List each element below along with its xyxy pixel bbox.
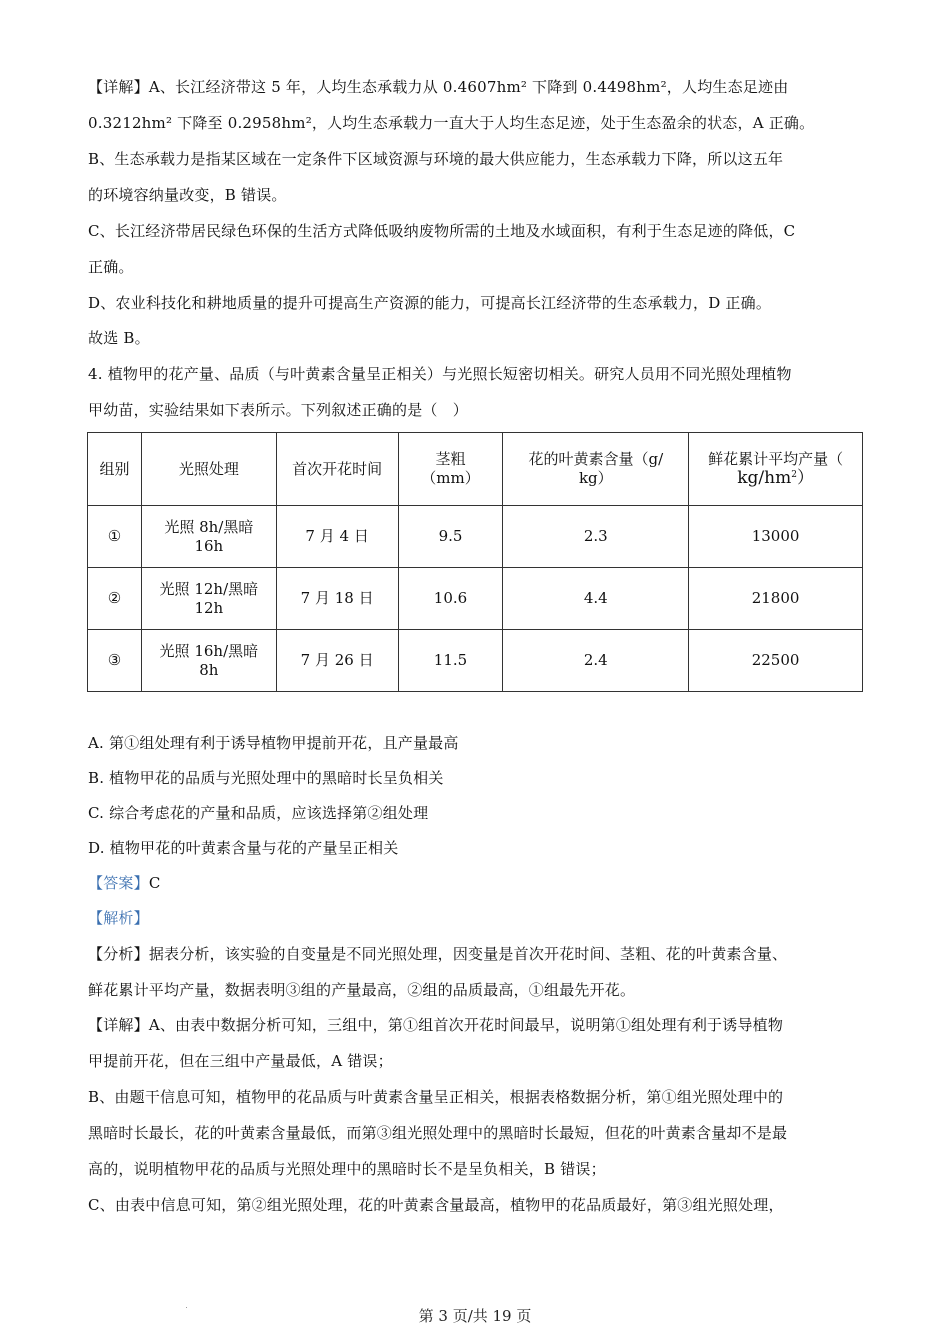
prev-detail-line-8: 故选 B。 <box>88 329 150 347</box>
detail-line-1: 【详解】A、由表中数据分析可知，三组中，第①组首次开花时间最早，说明第①组处理有利于诱导植物 <box>88 1016 784 1034</box>
page-footer: 第 3 页/共 19 页 <box>418 1307 532 1325</box>
answer-line <box>88 873 161 893</box>
table-row <box>88 506 863 568</box>
cell-group: ③ <box>88 630 142 692</box>
option-c: C. 综合考虑花的产量和品质，应该选择第②组处理 <box>88 804 429 822</box>
prev-detail-line-1: 【详解】A、长江经济带这 5 年，人均生态承载力从 0.4607hm² 下降到 0.4498hm²，人均生态足迹由 <box>88 78 789 96</box>
header-group: 组别 <box>88 433 142 506</box>
option-a: A. 第①组处理有利于诱导植物甲提前开花，且产量最高 <box>88 734 459 752</box>
header-flower-yield: 鲜花累计平均产量（ $kg/hm^2$） <box>689 433 863 506</box>
cell-lutein: 2.4 <box>503 630 689 692</box>
analysis-tag: 【解析】 <box>88 909 149 927</box>
detail-tag: 【详解】 <box>88 78 149 96</box>
header-first-flowering: 首次开花时间 <box>276 433 398 506</box>
cell-yield: 22500 <box>689 630 863 692</box>
prev-detail-line-3: B、生态承载力是指某区域在一定条件下区域资源与环境的最大供应能力，生态承载力下降，所以这五年 <box>88 150 784 168</box>
results-table <box>87 432 863 692</box>
header-lutein-content: 花的叶黄素含量（g/ kg） <box>503 433 689 506</box>
cell-lutein: 2.3 <box>503 506 689 568</box>
cell-first-flower: 7 月 4 日 <box>276 506 398 568</box>
prev-detail-line-4: 的环境容纳量改变，B 错误。 <box>88 186 287 204</box>
cell-group: ① <box>88 506 142 568</box>
prev-detail-line-2: 0.3212hm² 下降至 0.2958hm²，人均生态承载力一直大于人均生态足迹，处于生态盈余的状态，A 正确。 <box>88 114 815 132</box>
cell-first-flower: 7 月 26 日 <box>276 630 398 692</box>
detail-line-2: 甲提前开花，但在三组中产量最低，A 错误； <box>88 1052 393 1070</box>
question-stem-line-2: 甲幼苗，实验结果如下表所示。下列叙述正确的是（ ） <box>88 401 469 419</box>
cell-lutein: 4.4 <box>503 568 689 630</box>
cell-light: 光照 16h/黑暗 8h <box>141 630 276 692</box>
answer-tag: 【答案】 <box>88 874 149 892</box>
cell-first-flower: 7 月 18 日 <box>276 568 398 630</box>
detail-tag: 【详解】 <box>88 1016 149 1034</box>
cell-stem: 10.6 <box>398 568 503 630</box>
cell-group: ② <box>88 568 142 630</box>
prev-detail-line-7: D、农业科技化和耕地质量的提升可提高生产资源的能力，可提高长江经济带的生态承载力，D 正确。 <box>88 294 772 312</box>
cell-yield: 21800 <box>689 568 863 630</box>
prev-detail-line-6: 正确。 <box>88 258 134 276</box>
header-stem-diameter: 茎粗 （mm） <box>398 433 503 506</box>
cell-stem: 11.5 <box>398 630 503 692</box>
cell-light: 光照 8h/黑暗 16h <box>141 506 276 568</box>
prev-detail-line-5: C、长江经济带居民绿色环保的生活方式降低吸纳废物所需的土地及水域面积，有利于生态足迹的降低，C <box>88 222 796 240</box>
analysis-line-2: 鲜花累计平均产量，数据表明③组的产量最高，②组的品质最高，①组最先开花。 <box>88 981 636 999</box>
header-light-treatment: 光照处理 <box>141 433 276 506</box>
answer-value: C <box>148 874 161 892</box>
cell-yield: 13000 <box>689 506 863 568</box>
table-row <box>88 568 863 630</box>
detail-line-6: C、由表中信息可知，第②组光照处理，花的叶黄素含量最高，植物甲的花品质最好，第③组光照处理， <box>88 1196 784 1214</box>
cell-light: 光照 12h/黑暗 12h <box>141 568 276 630</box>
analysis-sub-tag: 【分析】 <box>88 945 149 963</box>
cell-stem: 9.5 <box>398 506 503 568</box>
table-header-row <box>88 433 863 506</box>
table-row <box>88 630 863 692</box>
question-stem-line-1: 4. 植物甲的花产量、品质（与叶黄素含量呈正相关）与光照长短密切相关。研究人员用不同光照处理植物 <box>88 365 792 383</box>
option-b: B. 植物甲花的品质与光照处理中的黑暗时长呈负相关 <box>88 769 444 787</box>
detail-line-5: 高的，说明植物甲花的品质与光照处理中的黑暗时长不是呈负相关，B 错误； <box>88 1160 606 1178</box>
question-number: 4. <box>88 365 103 383</box>
detail-line-3: B、由题干信息可知，植物甲的花品质与叶黄素含量呈正相关，根据表格数据分析，第①组光照处理中的 <box>88 1088 784 1106</box>
detail-line-4: 黑暗时长最长，花的叶黄素含量最低，而第③组光照处理中的黑暗时长最短，但花的叶黄素含量却不是最 <box>88 1124 788 1142</box>
analysis-line-1: 【分析】据表分析，该实验的自变量是不同光照处理，因变量是首次开花时间、茎粗、花的叶黄素含量、 <box>88 945 788 963</box>
option-d: D. 植物甲花的叶黄素含量与花的产量呈正相关 <box>88 839 399 857</box>
